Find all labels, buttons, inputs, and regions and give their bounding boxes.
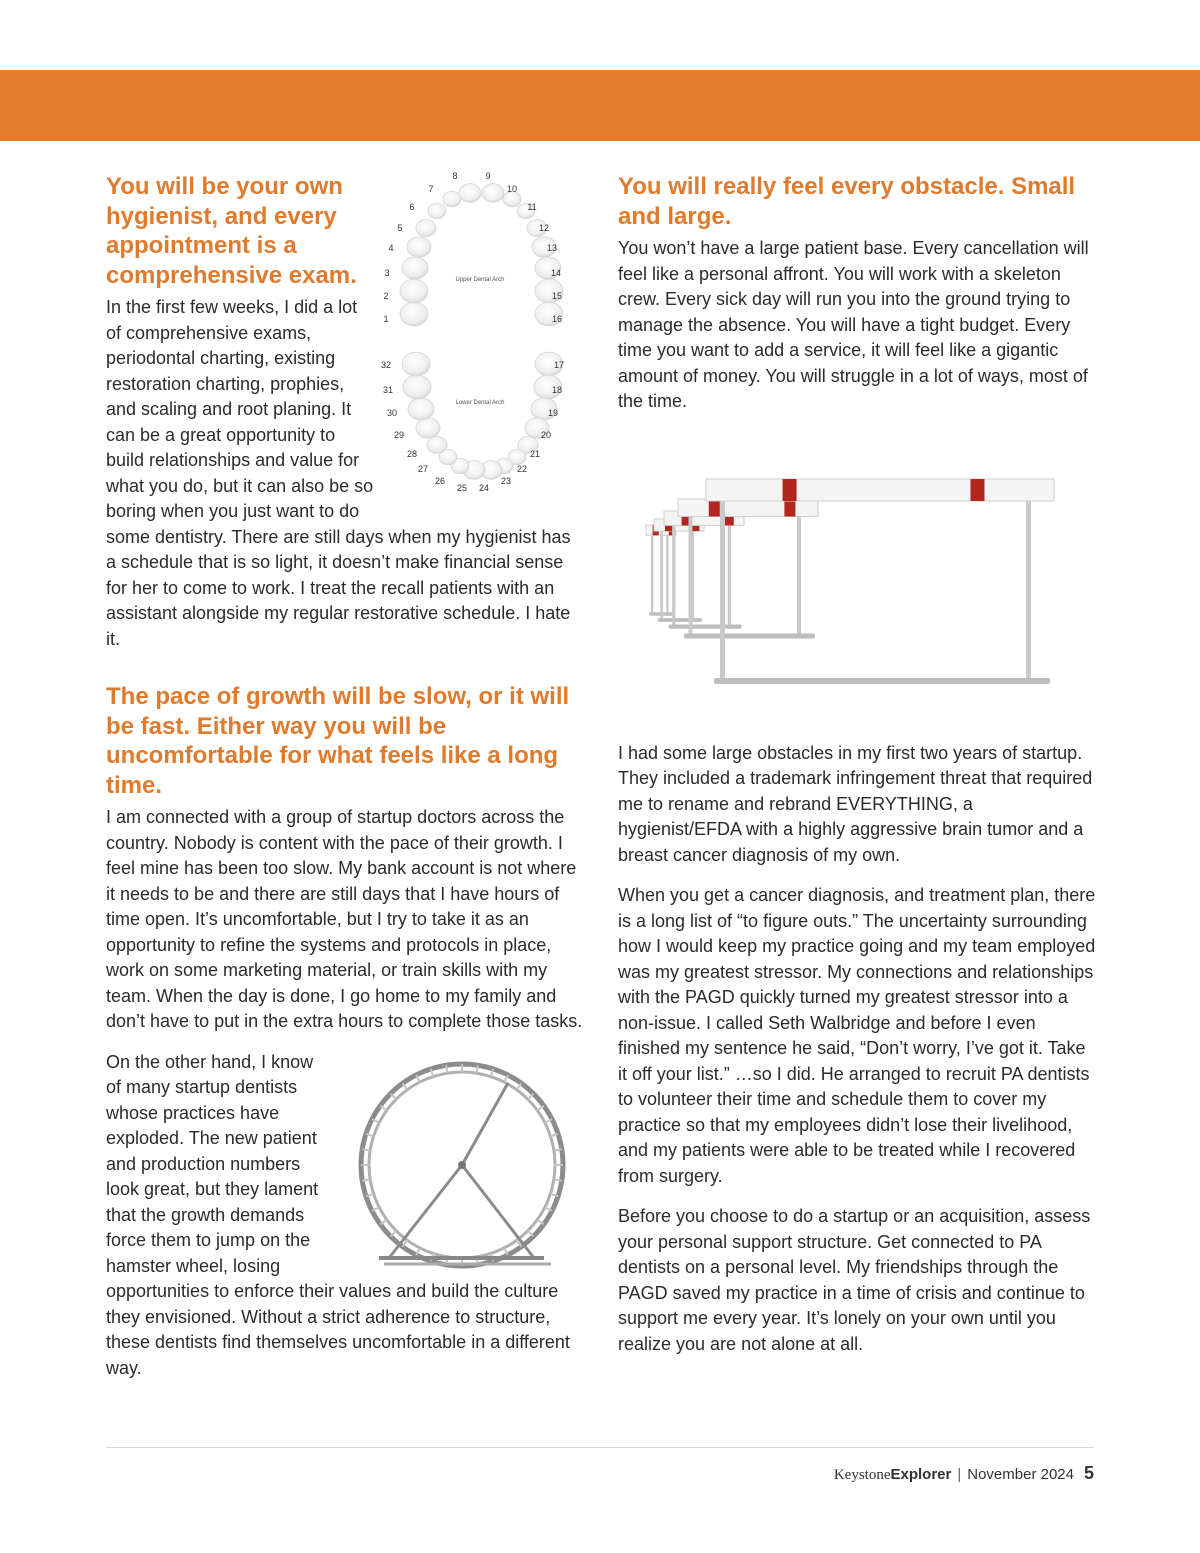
hurdle-leg	[797, 516, 801, 636]
tooth-number: 4	[388, 243, 394, 253]
hurdle-red-stripe	[709, 499, 720, 517]
hurdle-leg	[728, 525, 731, 627]
paragraph-hygienist: In the first few weeks, I did a lot of comprehensive exams, periodontal charting, existing restoration charting, prophies, and scaling and root planing. It can be a great opportunity to build relationships and value for what you do, but it can also be so boring when you just want to do some dentistry. There are still days when my hygienist has a schedule that is so light, it doesn’t make financial sense for her to come to work. I treat the recall patients with an assistant alongside my regular restorative schedule. I hate it.	[106, 297, 571, 649]
lower-teeth	[402, 352, 563, 479]
upper-tooth	[407, 237, 431, 257]
tooth-number: 26	[434, 476, 446, 486]
tooth-number: 19	[547, 408, 559, 418]
tooth-number: 17	[553, 360, 565, 370]
wheel-rung	[554, 1179, 562, 1180]
upper-tooth	[402, 257, 428, 279]
tooth-number: 7	[428, 184, 434, 194]
upper-teeth	[400, 184, 563, 326]
hurdle-leg	[672, 525, 675, 627]
hurdle-base	[669, 624, 742, 628]
hurdle-leg	[1026, 501, 1031, 681]
paragraph-support-structure: Before you choose to do a startup or an acquisition, assess your personal support structure. Get connected to PA dentists on a personal level. My friendships through the PAGD saved my practice in a time of crisis and continue to support me every year. It’s lonely on your own until you realize you are not alone at all.	[618, 1206, 1091, 1354]
hurdle-base	[658, 618, 703, 622]
hurdle-base	[684, 633, 815, 638]
tooth-number: 13	[546, 243, 558, 253]
hurdle-leg	[689, 516, 693, 636]
wheel-rung	[391, 1093, 397, 1099]
tooth-number: 2	[383, 291, 389, 301]
wheel-rung	[362, 1179, 370, 1180]
upper-tooth	[459, 184, 481, 203]
section-heading-hygienist: You will be your own hygienist, and every appointment is a comprehensive exam.	[106, 173, 357, 289]
tooth-number: 23	[500, 476, 512, 486]
tooth-number: 29	[393, 430, 405, 440]
hamster-wheel-image	[329, 1050, 584, 1276]
right-column	[618, 172, 1096, 1357]
hurdle-bar	[678, 499, 818, 517]
tooth-number: 15	[551, 291, 563, 301]
wheel-rung	[554, 1149, 562, 1150]
upper-tooth	[443, 191, 461, 206]
hurdle-leg	[666, 535, 668, 615]
paragraph-hamster-wheel: On the other hand, I know of many startup dentists whose practices have exploded. The new patient and production numbers look great, but they lament that the growth demands force them to jump on the hamster wheel, losing opportunities to enforce their values and build the culture they envisioned. Without a strict adherence to structure, these dentists find themselves uncomfortable in a different way.	[106, 1051, 570, 1378]
hurdle-bar	[706, 479, 1054, 501]
issue-date: November 2024	[967, 1466, 1074, 1483]
tooth-number: 1	[383, 314, 389, 324]
section-heading-obstacles: You will really feel every obstacle. Small and large.	[618, 173, 1076, 230]
tooth-number: 24	[478, 483, 490, 493]
left-column	[106, 172, 584, 1381]
hurdles-image	[618, 441, 1096, 711]
paragraph-obstacles: You won’t have a large patient base. Every cancellation will feel like a personal affront. You will work with a skeleton crew. Every sick day will run you into the ground trying to manage the absence. You will have a tight budget. Every time you want to add a service, it will feel like a gigantic amount of money. You will struggle in a lot of ways, most of the time.	[618, 238, 1089, 411]
dental-arch-illustration	[382, 164, 592, 519]
hamster-wheel-illustration	[329, 1050, 584, 1276]
lower-tooth	[403, 375, 431, 399]
footer-separator: |	[957, 1466, 962, 1483]
tooth-number: 30	[386, 408, 398, 418]
lower-tooth	[408, 398, 434, 420]
lower-tooth	[416, 418, 440, 438]
tooth-number: 32	[380, 360, 392, 370]
dental-arch-chart	[382, 164, 592, 519]
lower-tooth	[402, 352, 430, 376]
hurdle-leg	[660, 531, 663, 621]
tooth-number: 12	[538, 223, 550, 233]
page-number: 5	[1083, 1463, 1094, 1483]
lower-arch-label: Lower Dental Arch	[455, 400, 505, 406]
tooth-number: 14	[550, 268, 562, 278]
tooth-number: 22	[516, 464, 528, 474]
upper-arch-label: Upper Dental Arch	[455, 277, 505, 283]
paragraph-growth: I am connected with a group of startup doctors across the country. Nobody is content with the pace of their growth. I feel mine has been too slow. My bank account is not where it needs to be and there are still days that I have hours of time open. It’s uncomfortable, but I try to take it as an opportunity to refine the systems and protocols in place, work on some marketing material, or train skills with my team. When the day is done, I go home to my family and don’t have to put in the extra hours to complete those tasks.	[106, 807, 583, 1031]
wheel-rung	[528, 1230, 534, 1236]
wheel-rung	[528, 1093, 534, 1099]
tooth-number: 9	[485, 171, 491, 181]
paragraph-large-obstacles: I had some large obstacles in my first two years of startup. They included a trademark infringement threat that required me to rename and rebrand EVERYTHING, a hygienist/EFDA with a highly aggressive brain tumor and a breast cancer diagnosis of my own.	[618, 742, 1093, 865]
hurdle-red-stripe	[783, 479, 797, 501]
hurdle-red-stripe	[970, 479, 984, 501]
tooth-number: 5	[397, 223, 403, 233]
wheel-rung	[391, 1230, 397, 1236]
tooth-number: 18	[551, 385, 563, 395]
upper-tooth	[482, 184, 504, 203]
publication-name-keystone: Keystone	[833, 1467, 891, 1483]
footer-divider	[106, 1447, 1094, 1448]
tooth-number: 8	[452, 171, 458, 181]
wheel-rung	[477, 1065, 478, 1073]
publication-name-explorer: Explorer	[890, 1466, 952, 1483]
tooth-number: 25	[456, 483, 468, 493]
hurdle-leg	[651, 535, 653, 615]
wheel-rung	[446, 1065, 447, 1073]
tooth-number: 27	[417, 464, 429, 474]
hurdles-illustration	[646, 479, 1054, 684]
tooth-number: 21	[529, 449, 541, 459]
tooth-number: 16	[551, 314, 563, 324]
section-heading-growth: The pace of growth will be slow, or it will be fast. Either way you will be uncomfortable for what feels like a long time.	[106, 683, 570, 799]
tooth-number: 31	[382, 385, 394, 395]
upper-tooth	[400, 302, 428, 326]
tooth-number: 3	[384, 268, 390, 278]
upper-tooth	[416, 220, 436, 237]
hurdle-base	[714, 678, 1050, 684]
tooth-number: 28	[406, 449, 418, 459]
hurdle-red-stripe	[784, 499, 795, 517]
tooth-number: 10	[506, 184, 518, 194]
hurdle-leg	[720, 501, 725, 681]
tooth-number: 11	[527, 202, 537, 212]
header-color-bar	[0, 70, 1200, 141]
wheel-rung	[362, 1149, 370, 1150]
upper-tooth	[428, 203, 446, 218]
paragraph-cancer-diagnosis: When you get a cancer diagnosis, and treatment plan, there is a long list of “to figure outs.” The uncertainty surrounding how I would keep my practice going and my team employed was my greatest stressor. My connections and relationships with the PAGD quickly turned my greatest stressor into a non-issue. I called Seth Walbridge and before I even finished my sentence he said, “Don’t worry, I’ve got it. Take it off your list.” …so I did. He arranged to recruit PA dentists to volunteer their time and schedule them to cover my practice so that my employees didn’t lose their livelihood, and my patients were able to be treated while I recovered from surgery.	[618, 885, 1096, 1186]
page-footer	[834, 1463, 1094, 1484]
tooth-number: 20	[540, 430, 552, 440]
upper-tooth	[400, 279, 428, 303]
lower-tooth	[427, 437, 447, 454]
tooth-number: 6	[409, 202, 415, 212]
